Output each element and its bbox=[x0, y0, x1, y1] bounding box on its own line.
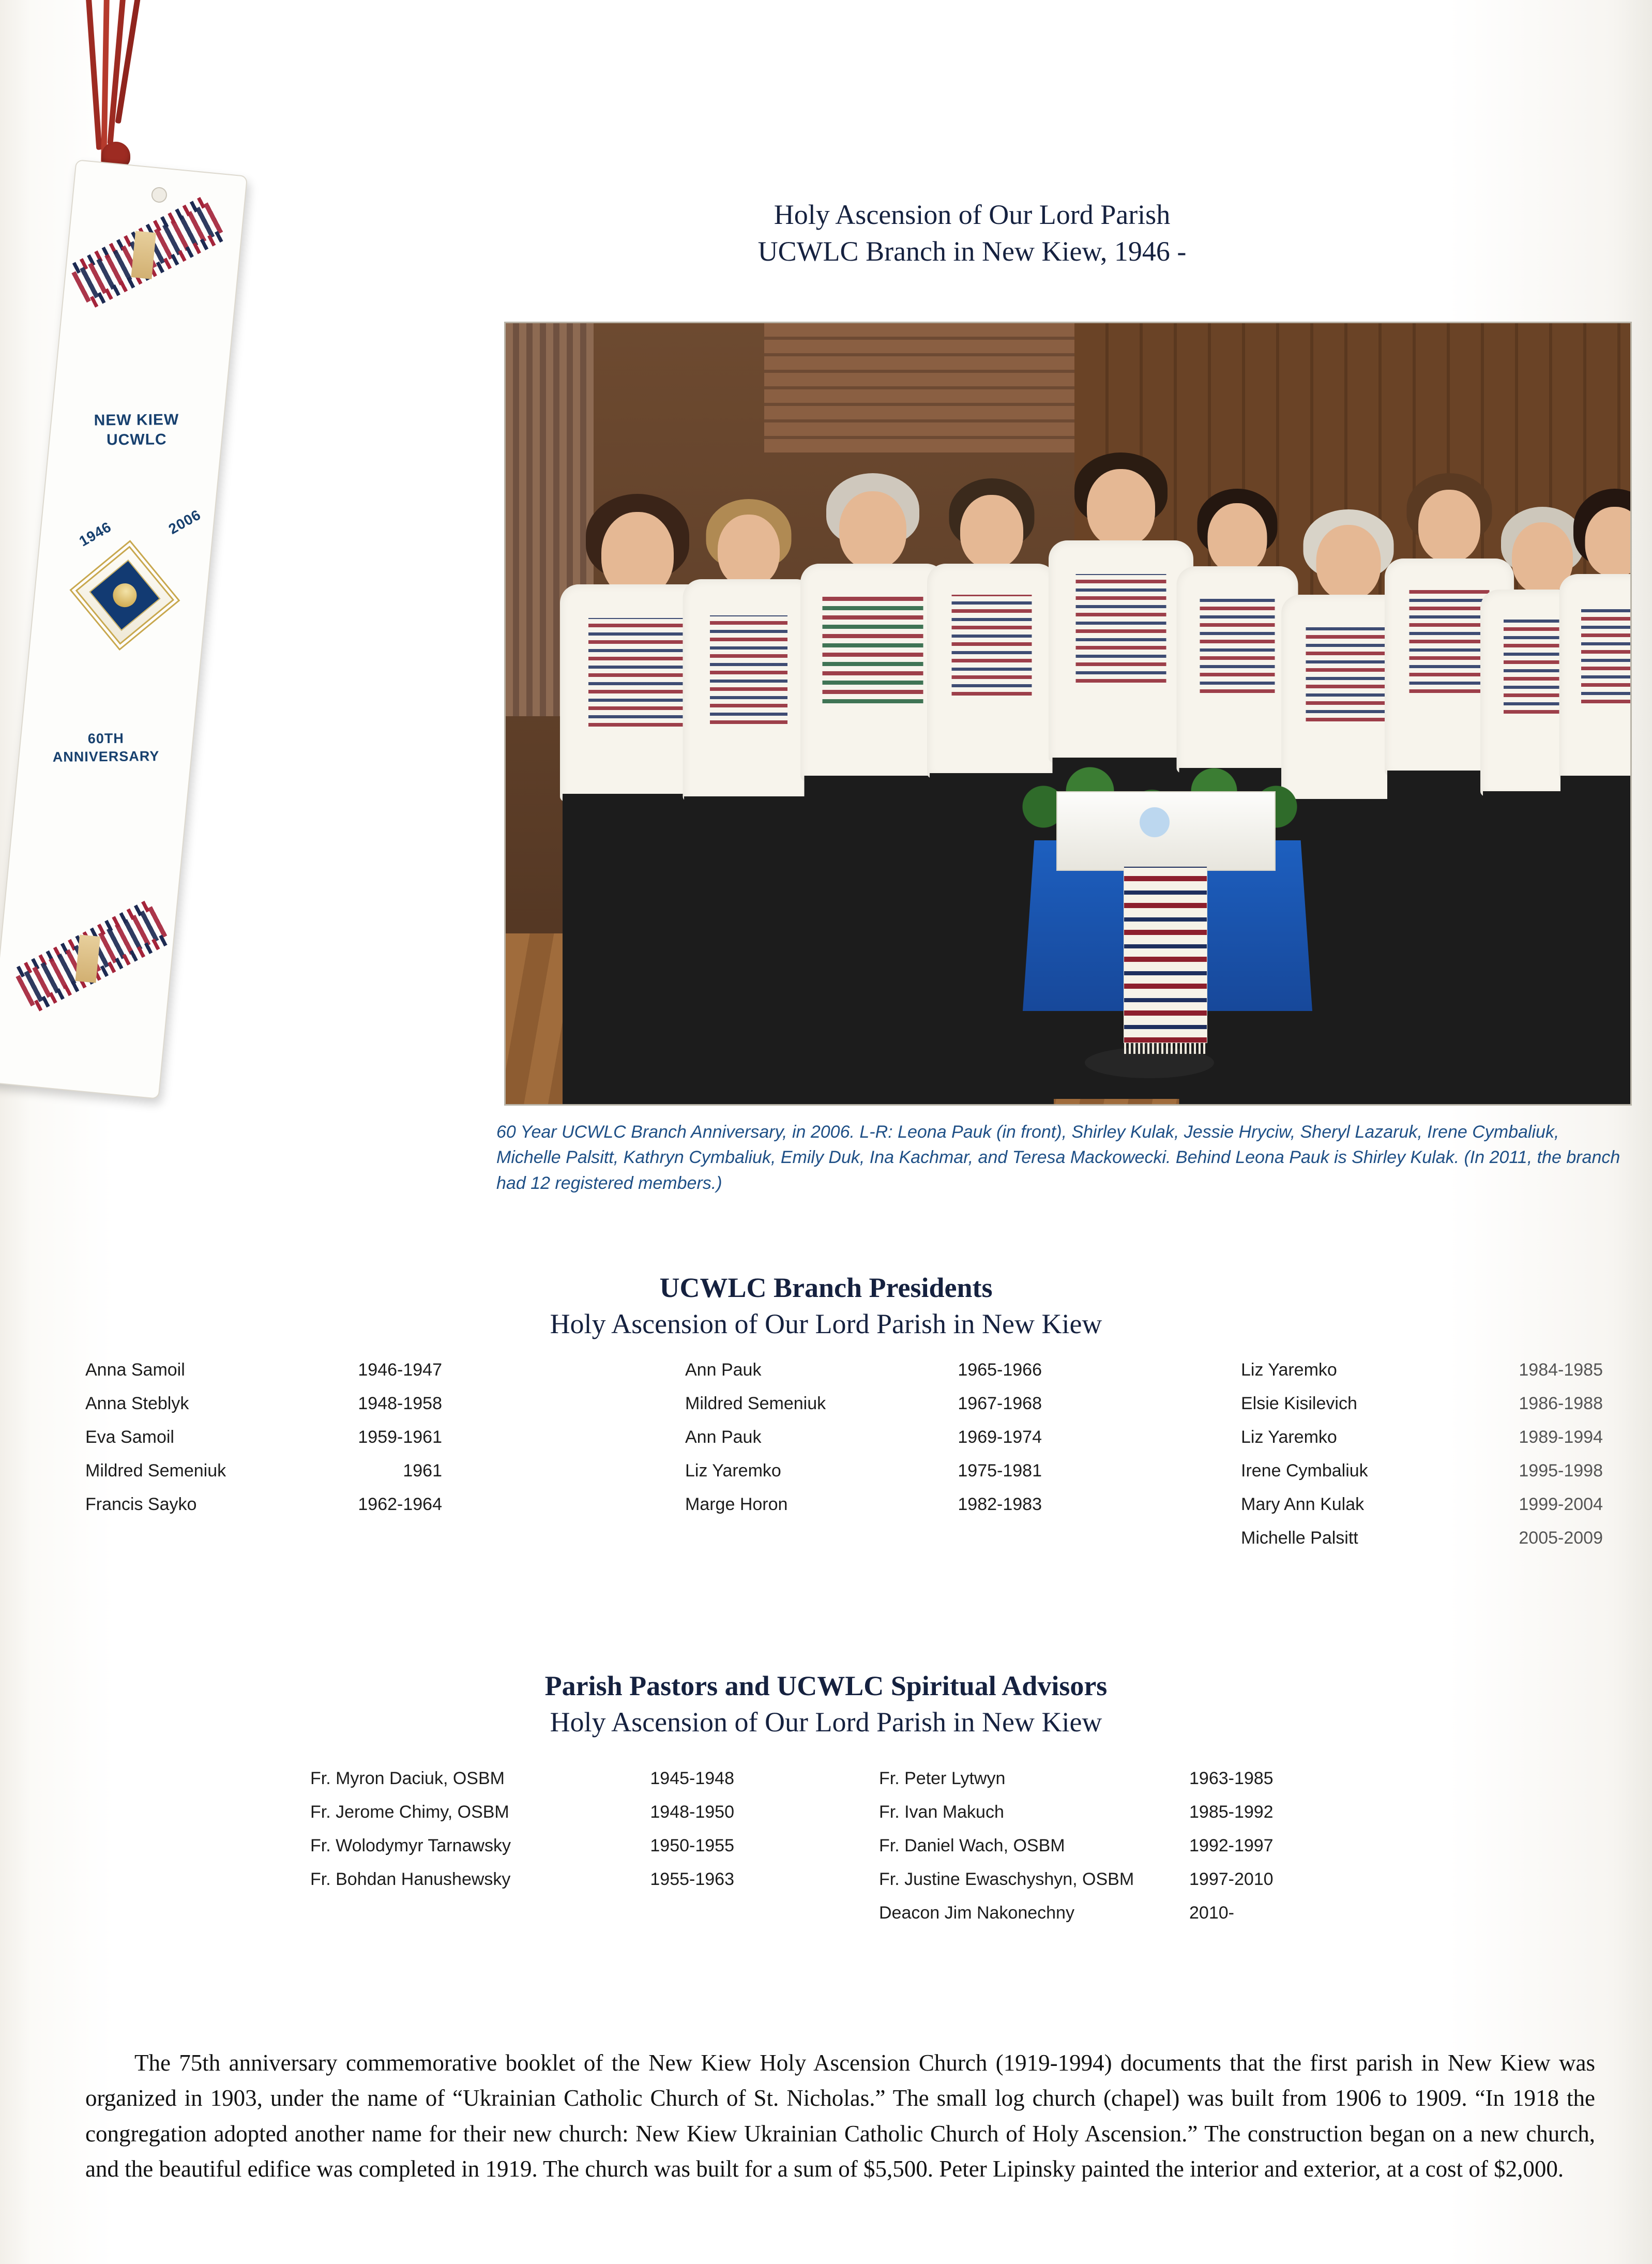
pastors-column-2 bbox=[879, 1769, 1344, 1937]
anniversary-photo bbox=[504, 322, 1632, 1106]
table-row bbox=[1241, 1495, 1624, 1515]
table-row bbox=[85, 1461, 447, 1481]
pastor-name: Fr. Jerome Chimy, OSBM bbox=[310, 1802, 509, 1822]
president-name: Liz Yaremko bbox=[1241, 1427, 1337, 1447]
table-row bbox=[685, 1427, 1047, 1447]
president-name: Elsie Kisilevich bbox=[1241, 1394, 1357, 1413]
pastor-years: 1997-2010 bbox=[1189, 1869, 1274, 1889]
president-years: 2005-2009 bbox=[1519, 1528, 1603, 1548]
pastor-name: Fr. Bohdan Hanushewsky bbox=[310, 1869, 511, 1889]
president-name: Mary Ann Kulak bbox=[1241, 1495, 1365, 1514]
commemorative-bookmark bbox=[21, 0, 310, 1122]
table-row bbox=[1241, 1427, 1624, 1447]
president-years: 1948-1958 bbox=[358, 1394, 442, 1413]
page-title-line-1: Holy Ascension of Our Lord Parish bbox=[774, 199, 1171, 230]
bookmark-start-year: 1946 bbox=[76, 518, 114, 550]
pastor-years: 1955-1963 bbox=[650, 1869, 734, 1889]
president-years: 1984-1985 bbox=[1519, 1360, 1603, 1380]
bookmark-end-year: 2006 bbox=[165, 506, 204, 537]
president-name: Marge Horon bbox=[685, 1495, 788, 1514]
pastor-name: Fr. Peter Lytwyn bbox=[879, 1769, 1006, 1788]
table-row bbox=[879, 1903, 1344, 1923]
pastor-name: Fr. Justine Ewaschyshyn, OSBM bbox=[879, 1869, 1134, 1889]
president-years: 1982-1983 bbox=[958, 1495, 1042, 1514]
president-name: Liz Yaremko bbox=[685, 1461, 781, 1481]
table-row bbox=[879, 1769, 1344, 1789]
person-teresa-mackowecki bbox=[1555, 478, 1632, 1104]
page-title bbox=[507, 197, 1437, 270]
president-name: Mildred Semeniuk bbox=[685, 1394, 826, 1413]
bookmark-branch-name: NEW KIEW UCWLC bbox=[94, 411, 179, 448]
president-years: 1961 bbox=[403, 1461, 442, 1481]
presidents-heading-line-1: UCWLC Branch Presidents bbox=[659, 1272, 993, 1303]
president-years: 1965-1966 bbox=[958, 1360, 1042, 1380]
body-paragraph-text: The 75th anniversary commemorative booklet of the New Kiew Holy Ascension Church (1919-1994) documents that the first parish in New Kiew was organized in 1903, under the name of “Ukrainian Catholic Church of St. Nicholas.” The small log church (chapel) was built from 1906 to 1909. “In 1918 the congregation adopted another name for their new church: New Kiew Ukrainian Catholic Church of Holy Ascension.” The construction began on a new church, and the beautiful edifice was completed in 1919. The church was built for a sum of $5,500. Peter Lipinsky painted the interior and exterior, at a cost of $2,000. bbox=[85, 2050, 1595, 2182]
pastor-years: 1948-1950 bbox=[650, 1802, 734, 1822]
cake-decoration bbox=[1121, 807, 1188, 838]
pastors-heading-line-2: Holy Ascension of Our Lord Parish in New Kiew bbox=[550, 1707, 1102, 1738]
presidents-heading bbox=[0, 1270, 1652, 1342]
pastors-column-1 bbox=[310, 1769, 739, 1903]
pastor-name: Fr. Daniel Wach, OSBM bbox=[879, 1836, 1065, 1855]
table-row bbox=[879, 1836, 1344, 1856]
table-row bbox=[879, 1869, 1344, 1890]
president-years: 1999-2004 bbox=[1519, 1495, 1603, 1514]
president-name: Irene Cymbaliuk bbox=[1241, 1461, 1368, 1481]
presidents-heading-line-2: Holy Ascension of Our Lord Parish in New Kiew bbox=[550, 1308, 1102, 1340]
table-row bbox=[1241, 1461, 1624, 1481]
table-row bbox=[310, 1802, 739, 1822]
table-row bbox=[1241, 1394, 1624, 1414]
president-name: Francis Sayko bbox=[85, 1495, 197, 1514]
president-name: Liz Yaremko bbox=[1241, 1360, 1337, 1380]
table-row bbox=[685, 1394, 1047, 1414]
president-name: Ann Pauk bbox=[685, 1427, 762, 1447]
table-row bbox=[685, 1461, 1047, 1481]
ucwlc-crest-icon bbox=[75, 546, 174, 644]
president-years: 1989-1994 bbox=[1519, 1427, 1603, 1447]
president-name: Anna Steblyk bbox=[85, 1394, 189, 1413]
pastor-years: 1992-1997 bbox=[1189, 1836, 1274, 1855]
pastor-years: 1950-1955 bbox=[650, 1836, 734, 1855]
table-row bbox=[85, 1394, 447, 1414]
president-years: 1975-1981 bbox=[958, 1461, 1042, 1481]
table-row bbox=[85, 1495, 447, 1515]
table-row bbox=[1241, 1528, 1624, 1548]
photo-caption: 60 Year UCWLC Branch Anniversary, in 2006. L-R: Leona Pauk (in front), Shirley Kulak, Jessie Hryciw, Sheryl Lazaruk, Irene Cymbaliuk, Michelle Palsitt, Kathryn Cymbaliuk, Emily Duk, Ina Kachmar, and Teresa Mackowecki. Behind Leona Pauk is Shirley Kulak. (In 2011, the branch had 12 registered members.) bbox=[496, 1122, 1620, 1193]
pastor-name: Deacon Jim Nakonechny bbox=[879, 1903, 1074, 1923]
pastors-heading bbox=[0, 1668, 1652, 1740]
table-row bbox=[879, 1802, 1344, 1822]
president-years: 1946-1947 bbox=[358, 1360, 442, 1380]
president-name: Eva Samoil bbox=[85, 1427, 174, 1447]
pastor-name: Fr. Myron Daciuk, OSBM bbox=[310, 1769, 505, 1788]
table-row bbox=[85, 1360, 447, 1380]
presidents-column-2 bbox=[685, 1360, 1047, 1528]
page-title-line-2: UCWLC Branch in New Kiew, 1946 - bbox=[757, 236, 1187, 267]
table-row bbox=[685, 1360, 1047, 1380]
pastors-heading-line-1: Parish Pastors and UCWLC Spiritual Advisors bbox=[544, 1670, 1108, 1701]
table-row bbox=[85, 1427, 447, 1447]
table-row bbox=[310, 1769, 739, 1789]
president-years: 1962-1964 bbox=[358, 1495, 442, 1514]
pastor-name: Fr. Ivan Makuch bbox=[879, 1802, 1004, 1822]
pastor-years: 1963-1985 bbox=[1189, 1769, 1274, 1788]
pastor-years: 1945-1948 bbox=[650, 1769, 734, 1788]
president-years: 1986-1988 bbox=[1519, 1394, 1603, 1413]
president-years: 1995-1998 bbox=[1519, 1461, 1603, 1481]
body-paragraph bbox=[85, 2045, 1595, 2187]
bookmark-card bbox=[0, 159, 248, 1099]
pastor-name: Fr. Wolodymyr Tarnawsky bbox=[310, 1836, 511, 1855]
table-row bbox=[310, 1836, 739, 1856]
president-name: Ann Pauk bbox=[685, 1360, 762, 1380]
pastor-years: 1985-1992 bbox=[1189, 1802, 1274, 1822]
president-name: Mildred Semeniuk bbox=[85, 1461, 226, 1481]
president-years: 1959-1961 bbox=[358, 1427, 442, 1447]
presidents-column-3 bbox=[1241, 1360, 1624, 1562]
president-name: Anna Samoil bbox=[85, 1360, 185, 1380]
table-row bbox=[1241, 1360, 1624, 1380]
embroidered-runner bbox=[1124, 866, 1207, 1043]
bookmark-anniversary-label: 60TH ANNIVERSARY bbox=[52, 730, 160, 765]
embroidery-pattern-top-icon bbox=[65, 190, 232, 316]
pastor-years: 2010- bbox=[1189, 1903, 1234, 1923]
president-name: Michelle Palsitt bbox=[1241, 1528, 1358, 1548]
table-row bbox=[310, 1869, 739, 1890]
bookmark-hole-icon bbox=[151, 187, 168, 204]
presidents-column-1 bbox=[85, 1360, 447, 1528]
president-years: 1969-1974 bbox=[958, 1427, 1042, 1447]
embroidery-pattern-bottom-icon bbox=[9, 894, 176, 1020]
president-years: 1967-1968 bbox=[958, 1394, 1042, 1413]
table-row bbox=[685, 1495, 1047, 1515]
